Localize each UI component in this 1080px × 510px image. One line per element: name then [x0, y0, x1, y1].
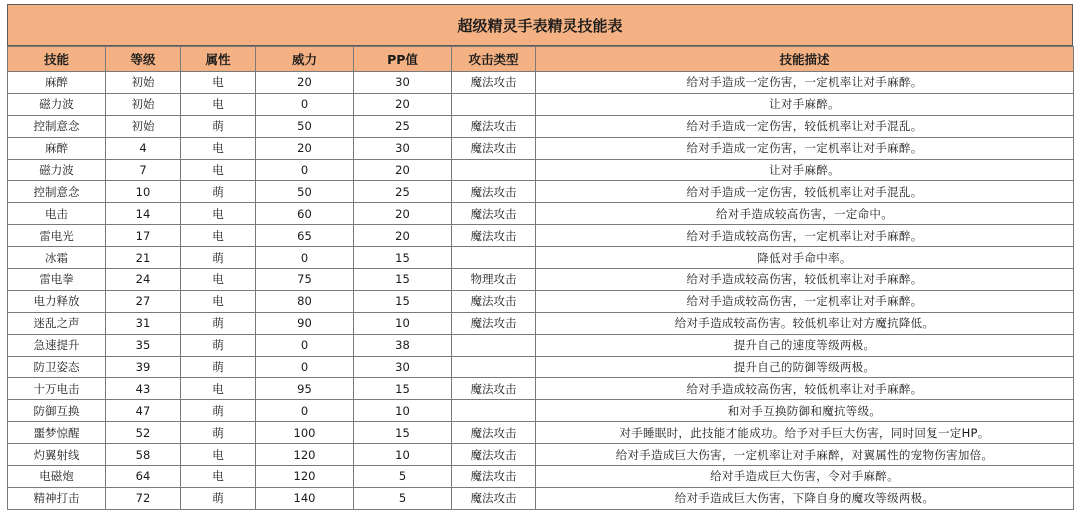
- cell-power: 0: [256, 356, 354, 378]
- cell-attribute: 萌: [181, 356, 256, 378]
- table-row: [8, 269, 1074, 291]
- cell-level: 初始: [106, 72, 181, 94]
- cell-attack-type: 魔法攻击: [452, 466, 536, 488]
- cell-level: 39: [106, 356, 181, 378]
- cell-description: 提升自己的速度等级两极。: [536, 334, 1074, 356]
- cell-power: 20: [256, 72, 354, 94]
- header-row: [8, 47, 1074, 72]
- cell-skill-name: 磁力波: [8, 159, 106, 181]
- cell-description: 给对手造成较高伤害，一定机率让对手麻醉。: [536, 225, 1074, 247]
- cell-power: 0: [256, 93, 354, 115]
- cell-skill-name: 雷电拳: [8, 269, 106, 291]
- cell-attribute: 电: [181, 225, 256, 247]
- cell-power: 50: [256, 181, 354, 203]
- cell-description: 给对手造成一定伤害，一定机率让对手麻醉。: [536, 72, 1074, 94]
- cell-attack-type: 魔法攻击: [452, 290, 536, 312]
- cell-attribute: 电: [181, 203, 256, 225]
- cell-power: 0: [256, 334, 354, 356]
- cell-description: 降低对手命中率。: [536, 247, 1074, 269]
- skill-sheet: [7, 4, 1073, 510]
- cell-power: 0: [256, 159, 354, 181]
- table-row: [8, 290, 1074, 312]
- cell-level: 7: [106, 159, 181, 181]
- cell-pp: 30: [354, 137, 452, 159]
- cell-power: 140: [256, 487, 354, 509]
- cell-level: 17: [106, 225, 181, 247]
- cell-attribute: 电: [181, 290, 256, 312]
- cell-pp: 10: [354, 312, 452, 334]
- cell-level: 58: [106, 444, 181, 466]
- cell-pp: 5: [354, 466, 452, 488]
- cell-skill-name: 麻醉: [8, 137, 106, 159]
- cell-attribute: 电: [181, 72, 256, 94]
- cell-power: 75: [256, 269, 354, 291]
- header-power: 威力: [256, 47, 354, 72]
- cell-power: 95: [256, 378, 354, 400]
- cell-power: 100: [256, 422, 354, 444]
- cell-pp: 15: [354, 269, 452, 291]
- cell-pp: 20: [354, 203, 452, 225]
- table-row: [8, 72, 1074, 94]
- cell-pp: 25: [354, 181, 452, 203]
- cell-level: 24: [106, 269, 181, 291]
- cell-power: 80: [256, 290, 354, 312]
- cell-description: 给对手造成一定伤害，较低机率让对手混乱。: [536, 115, 1074, 137]
- cell-skill-name: 磁力波: [8, 93, 106, 115]
- cell-description: 对手睡眠时，此技能才能成功。给予对手巨大伤害，同时回复一定HP。: [536, 422, 1074, 444]
- cell-pp: 20: [354, 159, 452, 181]
- cell-attribute: 电: [181, 269, 256, 291]
- cell-power: 0: [256, 247, 354, 269]
- cell-description: 让对手麻醉。: [536, 93, 1074, 115]
- table-row: [8, 115, 1074, 137]
- skill-table: [7, 46, 1074, 510]
- table-row: [8, 247, 1074, 269]
- cell-power: 65: [256, 225, 354, 247]
- header-attribute: 属性: [181, 47, 256, 72]
- cell-pp: 15: [354, 378, 452, 400]
- cell-attack-type: [452, 93, 536, 115]
- header-skill: 技能: [8, 47, 106, 72]
- cell-level: 64: [106, 466, 181, 488]
- table-row: [8, 422, 1074, 444]
- cell-description: 给对手造成巨大伤害，一定机率让对手麻醉，对翼属性的宠物伤害加倍。: [536, 444, 1074, 466]
- table-row: [8, 334, 1074, 356]
- cell-attribute: 电: [181, 93, 256, 115]
- cell-attack-type: [452, 334, 536, 356]
- cell-level: 31: [106, 312, 181, 334]
- cell-attack-type: 魔法攻击: [452, 115, 536, 137]
- cell-level: 47: [106, 400, 181, 422]
- cell-skill-name: 精神打击: [8, 487, 106, 509]
- cell-attribute: 萌: [181, 115, 256, 137]
- table-row: [8, 378, 1074, 400]
- cell-level: 初始: [106, 93, 181, 115]
- header-pp: PP值: [354, 47, 452, 72]
- cell-attribute: 萌: [181, 181, 256, 203]
- table-row: [8, 356, 1074, 378]
- cell-attribute: 萌: [181, 247, 256, 269]
- table-row: [8, 93, 1074, 115]
- cell-attack-type: 魔法攻击: [452, 137, 536, 159]
- header-description: 技能描述: [536, 47, 1074, 72]
- cell-description: 给对手造成较高伤害。较低机率让对方魔抗降低。: [536, 312, 1074, 334]
- table-row: [8, 444, 1074, 466]
- cell-skill-name: 防御互换: [8, 400, 106, 422]
- cell-attribute: 电: [181, 444, 256, 466]
- cell-description: 给对手造成巨大伤害，下降自身的魔攻等级两极。: [536, 487, 1074, 509]
- cell-level: 初始: [106, 115, 181, 137]
- header-level: 等级: [106, 47, 181, 72]
- cell-level: 72: [106, 487, 181, 509]
- cell-skill-name: 电磁炮: [8, 466, 106, 488]
- table-row: [8, 181, 1074, 203]
- cell-description: 给对手造成较高伤害，较低机率让对手麻醉。: [536, 269, 1074, 291]
- cell-attack-type: 魔法攻击: [452, 487, 536, 509]
- cell-level: 14: [106, 203, 181, 225]
- cell-attack-type: 魔法攻击: [452, 444, 536, 466]
- cell-level: 52: [106, 422, 181, 444]
- cell-attribute: 萌: [181, 400, 256, 422]
- cell-attribute: 电: [181, 466, 256, 488]
- cell-pp: 30: [354, 72, 452, 94]
- cell-attack-type: 魔法攻击: [452, 181, 536, 203]
- cell-pp: 10: [354, 444, 452, 466]
- cell-power: 50: [256, 115, 354, 137]
- cell-pp: 15: [354, 247, 452, 269]
- sheet-title: 超级精灵手表精灵技能表: [7, 4, 1073, 46]
- cell-attribute: 萌: [181, 422, 256, 444]
- header-attack-type: 攻击类型: [452, 47, 536, 72]
- cell-attack-type: 魔法攻击: [452, 203, 536, 225]
- cell-power: 0: [256, 400, 354, 422]
- cell-description: 提升自己的防御等级两极。: [536, 356, 1074, 378]
- cell-skill-name: 防卫姿态: [8, 356, 106, 378]
- table-row: [8, 203, 1074, 225]
- cell-power: 20: [256, 137, 354, 159]
- cell-pp: 15: [354, 290, 452, 312]
- cell-power: 60: [256, 203, 354, 225]
- cell-attack-type: [452, 247, 536, 269]
- cell-pp: 20: [354, 93, 452, 115]
- cell-pp: 10: [354, 400, 452, 422]
- cell-description: 给对手造成一定伤害，较低机率让对手混乱。: [536, 181, 1074, 203]
- cell-pp: 5: [354, 487, 452, 509]
- cell-description: 和对手互换防御和魔抗等级。: [536, 400, 1074, 422]
- cell-skill-name: 控制意念: [8, 115, 106, 137]
- cell-skill-name: 电力释放: [8, 290, 106, 312]
- cell-description: 让对手麻醉。: [536, 159, 1074, 181]
- cell-attack-type: [452, 159, 536, 181]
- cell-pp: 38: [354, 334, 452, 356]
- cell-pp: 15: [354, 422, 452, 444]
- cell-skill-name: 迷乱之声: [8, 312, 106, 334]
- cell-description: 给对手造成一定伤害，一定机率让对手麻醉。: [536, 137, 1074, 159]
- cell-attack-type: 魔法攻击: [452, 225, 536, 247]
- cell-attack-type: [452, 356, 536, 378]
- cell-description: 给对手造成巨大伤害，令对手麻醉。: [536, 466, 1074, 488]
- cell-level: 4: [106, 137, 181, 159]
- cell-level: 43: [106, 378, 181, 400]
- cell-attack-type: 魔法攻击: [452, 422, 536, 444]
- cell-attribute: 电: [181, 137, 256, 159]
- cell-description: 给对手造成较高伤害，一定机率让对手麻醉。: [536, 290, 1074, 312]
- table-row: [8, 466, 1074, 488]
- cell-attack-type: 魔法攻击: [452, 312, 536, 334]
- cell-attribute: 萌: [181, 487, 256, 509]
- cell-description: 给对手造成较高伤害，较低机率让对手麻醉。: [536, 378, 1074, 400]
- cell-attack-type: 物理攻击: [452, 269, 536, 291]
- cell-attribute: 电: [181, 378, 256, 400]
- cell-skill-name: 电击: [8, 203, 106, 225]
- cell-attack-type: 魔法攻击: [452, 72, 536, 94]
- cell-level: 10: [106, 181, 181, 203]
- cell-attack-type: [452, 400, 536, 422]
- table-row: [8, 137, 1074, 159]
- cell-attribute: 电: [181, 159, 256, 181]
- table-row: [8, 312, 1074, 334]
- cell-attribute: 萌: [181, 312, 256, 334]
- table-row: [8, 159, 1074, 181]
- cell-attribute: 萌: [181, 334, 256, 356]
- cell-skill-name: 控制意念: [8, 181, 106, 203]
- cell-power: 120: [256, 466, 354, 488]
- cell-level: 35: [106, 334, 181, 356]
- cell-skill-name: 十万电击: [8, 378, 106, 400]
- cell-skill-name: 雷电光: [8, 225, 106, 247]
- cell-skill-name: 急速提升: [8, 334, 106, 356]
- cell-level: 27: [106, 290, 181, 312]
- cell-description: 给对手造成较高伤害，一定命中。: [536, 203, 1074, 225]
- cell-pp: 25: [354, 115, 452, 137]
- cell-skill-name: 噩梦惊醒: [8, 422, 106, 444]
- table-row: [8, 400, 1074, 422]
- cell-attack-type: 魔法攻击: [452, 378, 536, 400]
- cell-skill-name: 麻醉: [8, 72, 106, 94]
- cell-skill-name: 冰霜: [8, 247, 106, 269]
- table-row: [8, 225, 1074, 247]
- cell-power: 120: [256, 444, 354, 466]
- cell-power: 90: [256, 312, 354, 334]
- table-row: [8, 487, 1074, 509]
- cell-pp: 30: [354, 356, 452, 378]
- cell-level: 21: [106, 247, 181, 269]
- cell-pp: 20: [354, 225, 452, 247]
- cell-skill-name: 灼翼射线: [8, 444, 106, 466]
